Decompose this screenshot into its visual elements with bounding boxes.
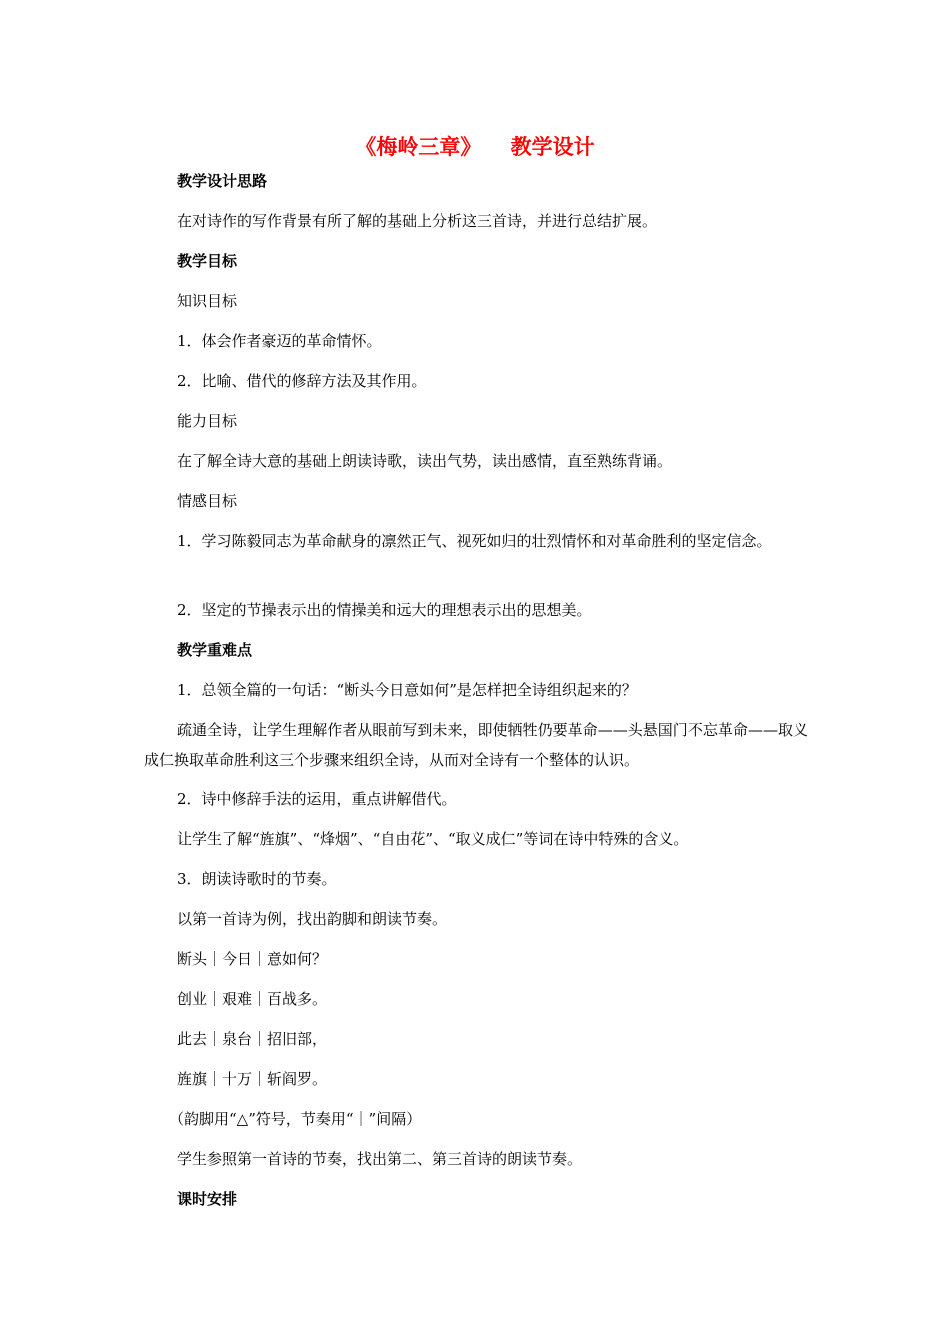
- list-item-emotion-2: 2．坚定的节操表示出的情操美和远大的理想表示出的思想美。: [177, 601, 592, 619]
- section-heading-design-idea: 教学设计思路: [177, 172, 268, 190]
- paragraph-key-3: 以第一首诗为例，找出韵脚和朗读节奏。: [177, 910, 448, 928]
- subheading-ability-goal: 能力目标: [177, 412, 238, 430]
- poem-line-2: 创业｜艰难｜百战多。: [177, 990, 328, 1008]
- paragraph-key-2: 让学生了解“旌旗”、“烽烟”、“自由花”、“取义成仁”等词在诗中特殊的含义。: [177, 830, 689, 848]
- paragraph-practice: 学生参照第一首诗的节奏，找出第二、第三首诗的朗读节奏。: [177, 1150, 583, 1168]
- list-item-knowledge-2: 2．比喻、借代的修辞方法及其作用。: [177, 372, 427, 390]
- poem-line-1: 断头｜今日｜意如何？: [177, 950, 328, 968]
- list-item-key-2: 2．诗中修辞手法的运用，重点讲解借代。: [177, 790, 457, 808]
- section-heading-schedule: 课时安排: [177, 1190, 238, 1208]
- paragraph-design-idea: 在对诗作的写作背景有所了解的基础上分析这三首诗，并进行总结扩展。: [177, 212, 658, 230]
- subheading-emotion-goal: 情感目标: [177, 492, 238, 510]
- subheading-knowledge-goal: 知识目标: [177, 292, 238, 310]
- list-item-emotion-1: 1．学习陈毅同志为革命献身的凛然正气、视死如归的壮烈情怀和对革命胜利的坚定信念。: [177, 532, 772, 550]
- poem-note: （韵脚用“△”符号，节奏用“｜”间隔）: [169, 1110, 422, 1128]
- section-heading-goals: 教学目标: [177, 252, 238, 270]
- section-heading-key-points: 教学重难点: [177, 641, 253, 659]
- paragraph-key-1: 疏通全诗，让学生理解作者从眼前写到未来，即使牺牲仍要革命——头悬国门不忘革命——取义成仁换取革命胜利这三个步骤来组织全诗，从而对全诗有一个整体的认识。: [144, 721, 808, 769]
- poem-line-4: 旌旗｜十万｜斩阎罗。: [177, 1070, 328, 1088]
- list-item-key-1: 1．总领全篇的一句话：“断头今日意如何”是怎样把全诗组织起来的？: [177, 681, 637, 699]
- document-title: 《梅岭三章》 教学设计: [355, 135, 595, 159]
- poem-line-3: 此去｜泉台｜招旧部，: [177, 1030, 328, 1048]
- list-item-key-3: 3．朗读诗歌时的节奏。: [177, 870, 337, 888]
- paragraph-ability: 在了解全诗大意的基础上朗读诗歌，读出气势，读出感情，直至熟练背诵。: [177, 452, 673, 470]
- list-item-knowledge-1: 1．体会作者豪迈的革命情怀。: [177, 332, 382, 350]
